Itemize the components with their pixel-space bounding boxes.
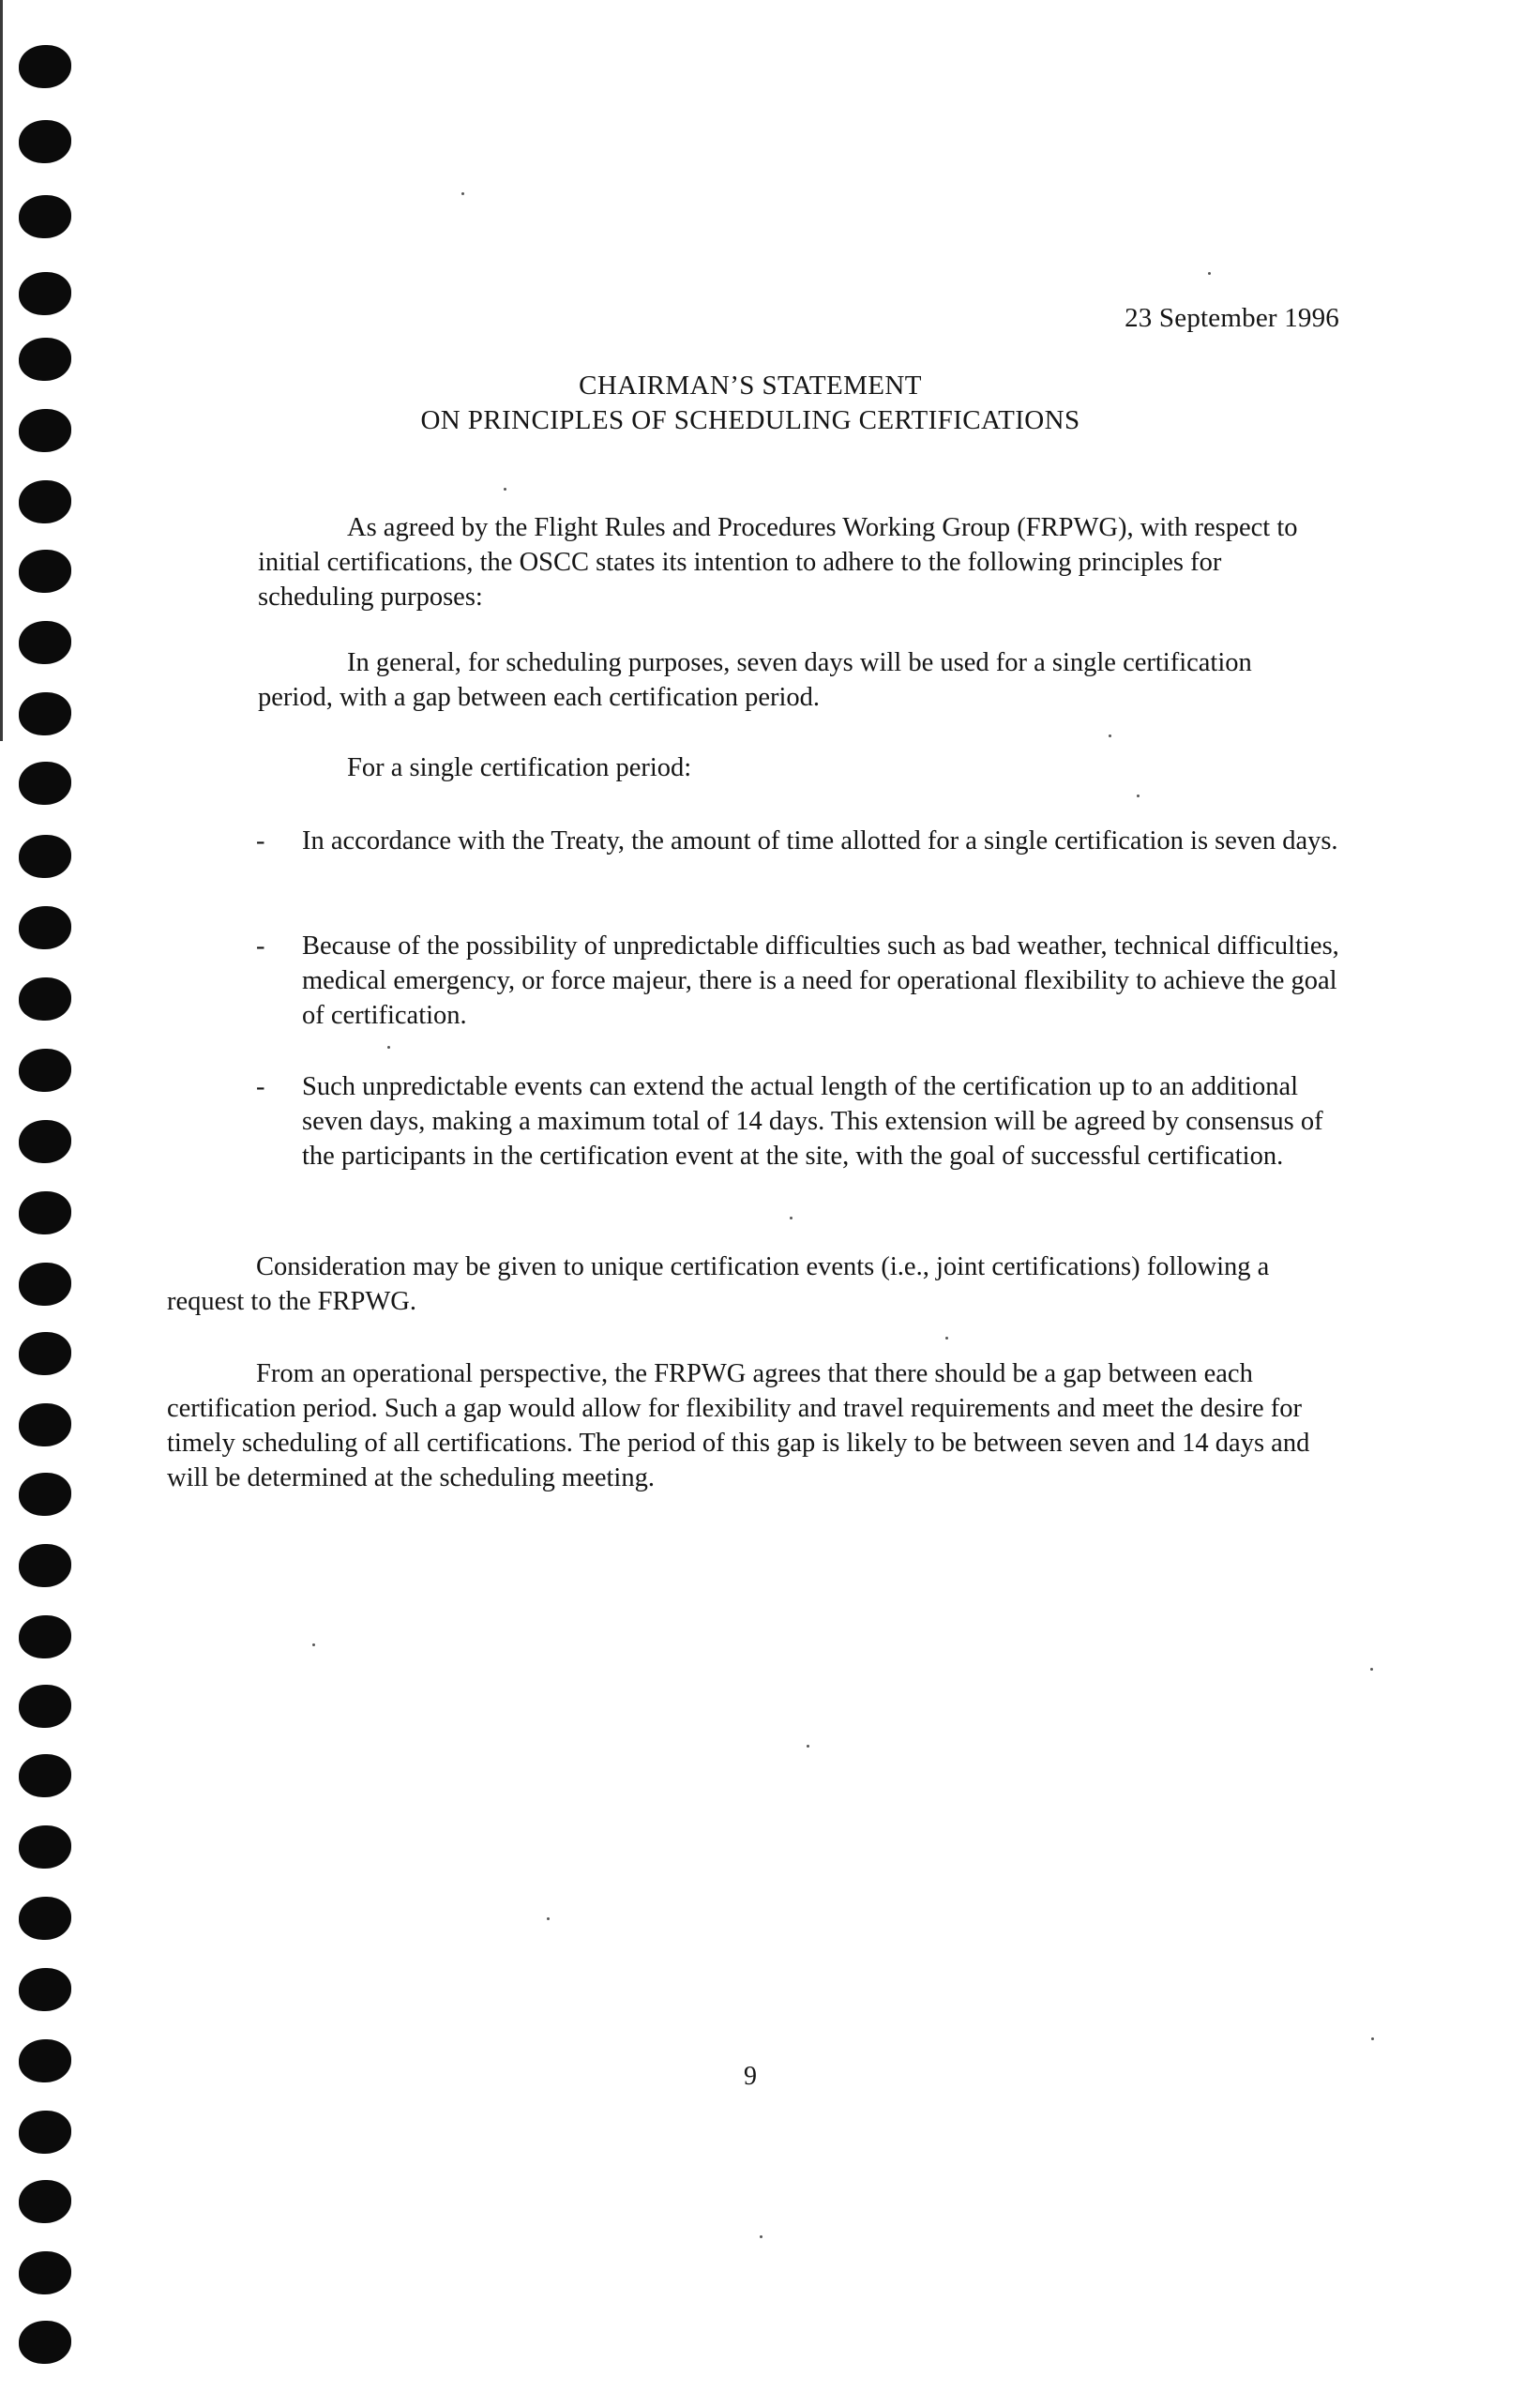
operational-paragraph: From an operational perspective, the FRPWG agrees that there should be a gap between each certification period. Such a gap would allow for flexibility and travel requirements and meet the desire for timely scheduling of all certifications. The period of this gap is likely to be between seven and 14 days and will be determined at the scheduling meeting.: [167, 1359, 1310, 1492]
bullet-dash: -: [256, 1072, 265, 1101]
page-number: 9: [744, 2062, 757, 2091]
bullet-item: Such unpredictable events can extend the actual length of the certification up to an additional seven days, making a maximum total of 14 days. This extension will be agreed by consensus of the participants in the certification event at the site, with the goal of successful certification.: [302, 1072, 1323, 1171]
scan-speck: [1137, 795, 1140, 797]
document-title: CHAIRMAN’S STATEMENT: [579, 371, 922, 401]
scan-speck: [760, 2235, 762, 2238]
binder-hole: [19, 120, 71, 163]
binder-hole: [19, 2111, 71, 2154]
binder-hole: [19, 835, 71, 878]
binder-hole: [19, 272, 71, 315]
binder-hole: [19, 1968, 71, 2011]
bullet-dash: -: [256, 931, 265, 961]
binder-hole: [19, 1615, 71, 1658]
binder-hole: [19, 195, 71, 238]
binder-hole: [19, 977, 71, 1021]
binder-hole: [19, 1825, 71, 1869]
binder-hole: [19, 550, 71, 593]
binder-hole: [19, 762, 71, 805]
binder-hole: [19, 1263, 71, 1306]
binder-hole: [19, 2180, 71, 2223]
intro-paragraph: As agreed by the Flight Rules and Procedures Working Group (FRPWG), with respect to initial certifications, the OSCC states its intention to adhere to the following principles for scheduling purposes:: [258, 513, 1298, 612]
bullet-item: In accordance with the Treaty, the amount of time allotted for a single certification is seven days.: [302, 826, 1338, 855]
binder-hole: [19, 1191, 71, 1234]
scan-speck: [790, 1217, 793, 1219]
binder-hole: [19, 1049, 71, 1092]
scan-speck: [312, 1643, 315, 1646]
binder-hole: [19, 621, 71, 664]
scan-speck: [1371, 2037, 1374, 2040]
binder-hole: [19, 1897, 71, 1940]
binder-hole: [19, 1120, 71, 1163]
scan-speck: [547, 1917, 550, 1920]
bullet-item: Because of the possibility of unpredictable difficulties such as bad weather, technical difficulties, medical emergency, or force majeur, there is a need for operational flexibility to achieve the goal of certification.: [302, 931, 1339, 1030]
binder-hole: [19, 1544, 71, 1587]
binder-hole: [19, 692, 71, 735]
scan-speck: [945, 1337, 948, 1340]
document-subtitle: ON PRINCIPLES OF SCHEDULING CERTIFICATIONS: [420, 405, 1080, 435]
binder-holes: [0, 0, 103, 2392]
scan-speck: [504, 488, 506, 491]
binder-hole: [19, 1473, 71, 1516]
binder-hole: [19, 906, 71, 949]
scan-speck: [1208, 272, 1211, 275]
binder-hole: [19, 1403, 71, 1446]
scan-speck: [807, 1745, 809, 1748]
scan-speck: [1370, 1668, 1373, 1671]
general-paragraph: In general, for scheduling purposes, seven days will be used for a single certification period, with a gap between each certification period.: [258, 648, 1252, 712]
binder-hole: [19, 2251, 71, 2294]
scan-speck: [461, 192, 464, 195]
binder-hole: [19, 45, 71, 88]
consideration-paragraph: Consideration may be given to unique certification events (i.e., joint certifications) following a request to the FRPWG.: [167, 1252, 1270, 1316]
binder-hole: [19, 1754, 71, 1797]
document-date: 23 September 1996: [1125, 303, 1339, 333]
binder-hole: [19, 2321, 71, 2364]
scan-speck: [387, 1046, 390, 1049]
bullet-dash: -: [256, 826, 265, 855]
binder-hole: [19, 1685, 71, 1728]
single-period-heading: For a single certification period:: [347, 753, 692, 782]
binder-hole: [19, 480, 71, 523]
binder-hole: [19, 1332, 71, 1375]
scan-speck: [1109, 734, 1111, 737]
